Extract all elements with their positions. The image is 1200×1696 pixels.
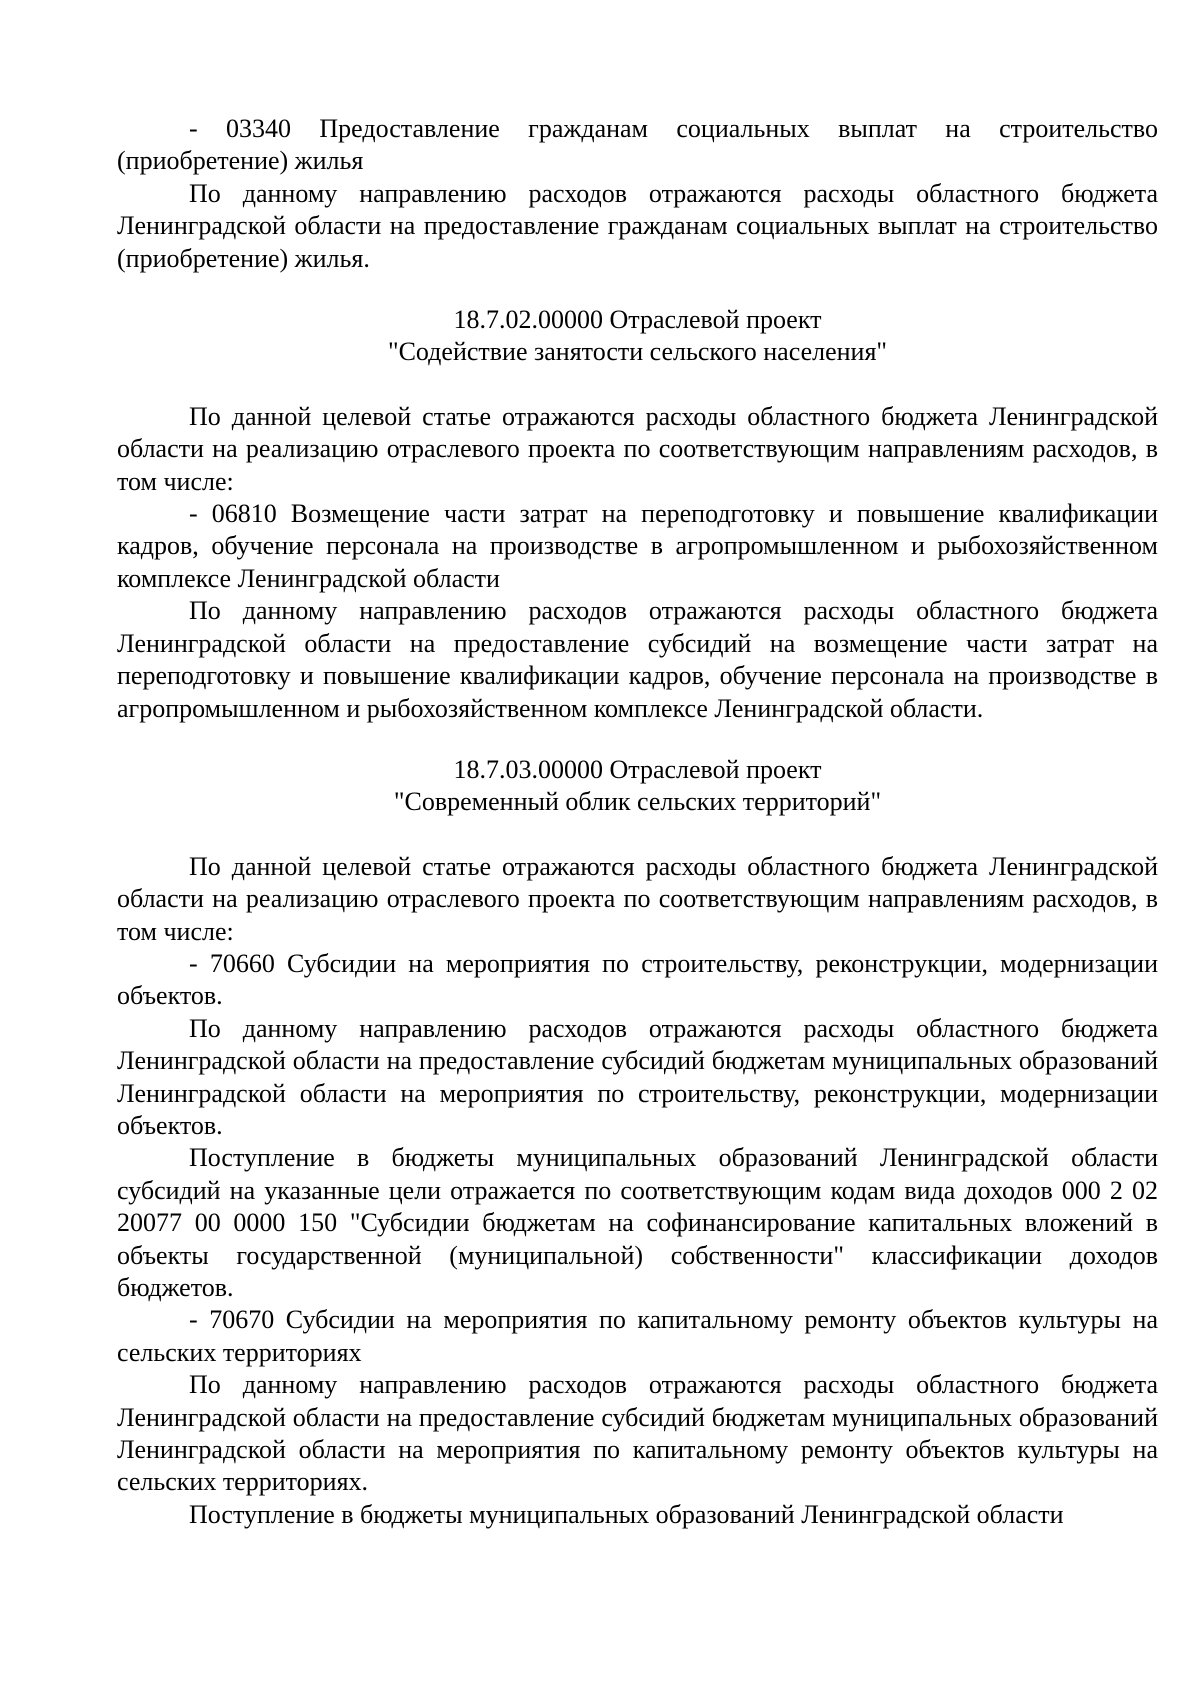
item-70670-revenue-note: Поступление в бюджеты муниципальных образований Ленинградской области: [189, 1499, 1064, 1529]
section-project-name: "Содействие занятости сельского населения": [387, 337, 888, 367]
section-heading-18-7-03: [117, 754, 1158, 819]
item-03340-description: По данному направлению расходов отражаются расходы областного бюджета Ленинградской области на предоставление гражданам социальных выплат на строительство (приобретение) жилья.: [117, 178, 1158, 273]
item-70660: - 70660 Субсидии на мероприятия по строительству, реконструкции, модернизации объектов.: [117, 948, 1158, 1011]
item-70670: - 70670 Субсидии на мероприятия по капитальному ремонту объектов культуры на сельских территориях: [117, 1305, 1158, 1367]
section-code-title: 18.7.02.00000 Отраслевой проект: [453, 305, 822, 335]
item-70660-revenue-note: Поступление в бюджеты муниципальных образований Ленинградской области субсидий на указанные цели отражается по соответствующим кодам вида доходов 000 2 02 20077 00 0000 150 "Субсидии бюджетам на софинансирование капитальных вложений в объекты государственной (муниципальной) собственности" классификации доходов бюджетов.: [117, 1143, 1158, 1302]
section-project-name: "Современный облик сельских территорий": [393, 787, 882, 817]
section-heading-18-7-02: [117, 304, 1158, 369]
item-03340: - 03340 Предоставление гражданам социальных выплат на строительство (приобретение) жилья: [117, 114, 1158, 176]
section-code-title: 18.7.03.00000 Отраслевой проект: [453, 754, 822, 784]
section-intro-paragraph: По данной целевой статье отражаются расходы областного бюджета Ленинградской области на реализацию отраслевого проекта по соответствующим направлениям расходов, в том числе:: [117, 851, 1158, 946]
item-06810: - 06810 Возмещение части затрат на переподготовку и повышение квалификации кадров, обучение персонала на производстве в агропромышленном и рыбохозяйственном комплексе Ленинградской области: [117, 499, 1158, 593]
document-body: [117, 113, 1158, 1531]
item-06810-description: По данному направлению расходов отражаются расходы областного бюджета Ленинградской области на предоставление субсидий на возмещение части затрат на переподготовку и повышение квалификации кадров, обучение персонала на производстве в агропромышленном и рыбохозяйственном комплексе Ленинградской области.: [117, 596, 1158, 723]
item-70660-description: По данному направлению расходов отражаются расходы областного бюджета Ленинградской области на предоставление субсидий бюджетам муниципальных образований Ленинградской области на мероприятия по строительству, реконструкции, модернизации объектов.: [117, 1013, 1158, 1140]
item-70670-description: По данному направлению расходов отражаются расходы областного бюджета Ленинградской области на предоставление субсидий бюджетам муниципальных образований Ленинградской области на мероприятия по капитальному ремонту объектов культуры на сельских территориях.: [117, 1370, 1158, 1497]
section-intro-paragraph: По данной целевой статье отражаются расходы областного бюджета Ленинградской области на реализацию отраслевого проекта по соответствующим направлениям расходов, в том числе:: [117, 401, 1158, 496]
